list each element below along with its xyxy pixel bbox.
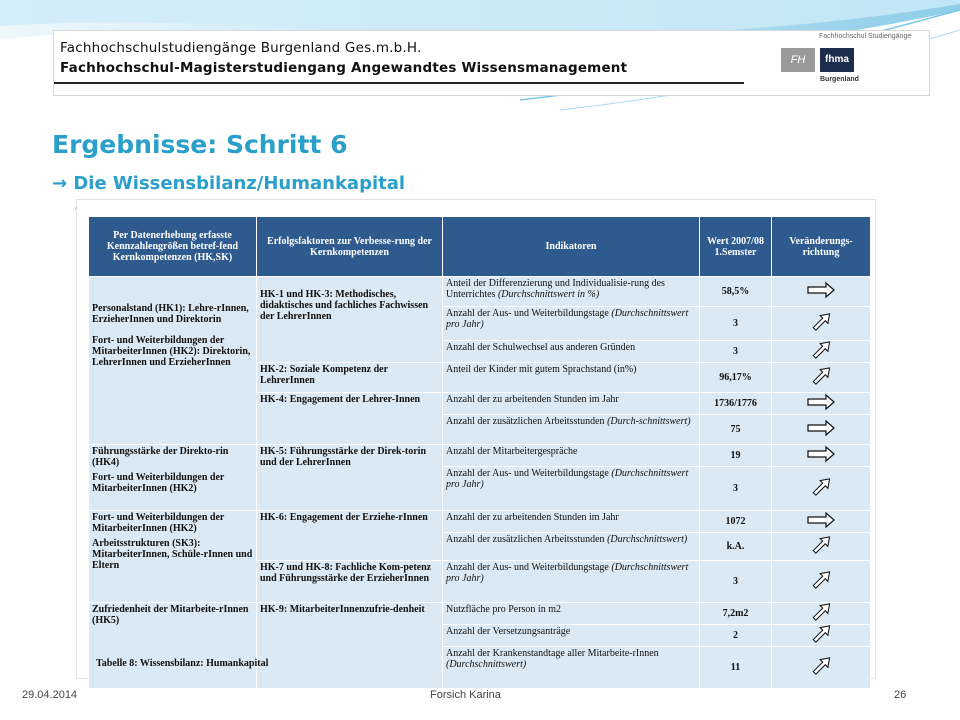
logo-region: Burgenland	[820, 76, 859, 83]
arrow-right-shape	[808, 447, 834, 461]
header-erfolgsfaktoren: Erfolgsfaktoren zur Verbesse-rung der Kernkompetenzen	[257, 217, 443, 277]
direction-cell	[772, 625, 871, 647]
arrow-up-right-shape	[813, 658, 829, 674]
value-cell: k.A.	[700, 533, 772, 561]
group-cell-2	[89, 445, 257, 511]
value-cell: 75	[700, 415, 772, 445]
slide-subtitle: → Die Wissensbilanz/Humankapital	[52, 173, 406, 194]
factor-cell: HK-1 und HK-3: Methodisches, didaktisches und fachliches Fachwissen der LehrerInnen	[257, 277, 443, 363]
factor-cell: HK-2: Soziale Kompetenz der LehrerInnen	[257, 363, 443, 393]
group-text: Führungsstärke der Direkto-rin (HK4)	[92, 446, 229, 468]
header-line-2: Fachhochschul-Magisterstudiengang Angewandtes Wissensmanagement	[60, 60, 628, 76]
table-row	[89, 603, 871, 625]
table-row	[89, 445, 871, 467]
value-cell: 3	[700, 341, 772, 363]
direction-cell	[772, 511, 871, 533]
header-indikatoren: Indikatoren	[443, 217, 700, 277]
header-wert: Wert 2007/08 1.Semster	[700, 217, 772, 277]
indicator-cell	[443, 393, 700, 415]
direction-cell	[772, 341, 871, 363]
indicator-cell	[443, 277, 700, 307]
indicator-note: (Durchschnittswert)	[446, 659, 527, 670]
indicator-text: Anzahl der Aus- und Weiterbildungstage	[446, 562, 609, 573]
direction-cell	[772, 647, 871, 689]
value-cell: 1072	[700, 511, 772, 533]
group-text: Fort- und Weiterbildungen der MitarbeiterInnen (HK2)	[92, 512, 225, 534]
header-divider	[54, 82, 744, 84]
factor-cell: HK-9: MitarbeiterInnenzufrie-denheit	[257, 603, 443, 689]
direction-cell	[772, 277, 871, 307]
arrow-right-icon	[806, 281, 836, 299]
table-caption: Tabelle 8: Wissensbilanz: Humankapital	[96, 658, 269, 669]
value-cell: 3	[700, 307, 772, 341]
logo-caption: Fachhochschul Studiengänge	[819, 33, 912, 40]
indicator-text: Anzahl der Aus- und Weiterbildungstage	[446, 308, 609, 319]
group-text: Personalstand (HK1): Lehre-rInnen, ErzieherInnen und Direktorin	[92, 303, 249, 325]
direction-cell	[772, 393, 871, 415]
arrow-up-right-shape	[813, 572, 829, 588]
arrow-up-right-shape	[813, 537, 829, 553]
factor-cell: HK-7 und HK-8: Fachliche Kom-petenz und Führungsstärke der ErzieherInnen	[257, 561, 443, 603]
indicator-text: Anzahl der zu arbeitenden Stunden im Jahr	[446, 512, 619, 523]
header-kennzahlen: Per Datenerhebung erfasste Kennzahlengrößen betref-fend Kernkompetenzen (HK,SK)	[89, 217, 257, 277]
arrow-right-icon	[806, 419, 836, 437]
group-text: Fort- und Weiterbildungen der MitarbeiterInnen (HK2): Direktorin, LehrerInnen und ErzieherInnen	[92, 335, 251, 368]
factor-cell: HK-4: Engagement der Lehrer-Innen	[257, 393, 443, 445]
indicator-cell	[443, 363, 700, 393]
indicator-cell	[443, 625, 700, 647]
arrow-up-right-icon	[806, 367, 836, 385]
value-cell: 58,5%	[700, 277, 772, 307]
table-row	[89, 511, 871, 533]
value-cell: 3	[700, 467, 772, 511]
indicator-text: Anteil der Differenzierung und Individualisie-rung des Unterrichtes	[446, 278, 665, 300]
indicator-text: Anzahl der zusätzlichen Arbeitsstunden	[446, 416, 605, 427]
arrow-right-icon	[806, 511, 836, 529]
wissensbilanz-table	[88, 216, 871, 689]
logo-fhma: fhma	[820, 48, 854, 72]
arrow-up-right-icon	[806, 313, 836, 331]
indicator-note: (Durchschnittswert in %)	[497, 289, 600, 300]
direction-cell	[772, 467, 871, 511]
value-cell: 2	[700, 625, 772, 647]
footer-date: 29.04.2014	[22, 689, 78, 701]
header-line-1: Fachhochschulstudiengänge Burgenland Ges.m.b.H.	[60, 40, 422, 56]
table-image	[76, 199, 876, 679]
indicator-text: Anzahl der Aus- und Weiterbildungstage	[446, 468, 609, 479]
arrow-up-right-icon	[806, 341, 836, 359]
indicator-cell	[443, 561, 700, 603]
indicator-note: (Durchschnittswert)	[607, 534, 688, 545]
arrow-right-icon	[806, 393, 836, 411]
indicator-cell	[443, 445, 700, 467]
value-cell: 96,17%	[700, 363, 772, 393]
indicator-cell	[443, 533, 700, 561]
indicator-text: Anzahl der Krankenstandtage aller Mitarbeite-rInnen	[446, 648, 659, 659]
indicator-text: Anzahl der zusätzlichen Arbeitsstunden	[446, 534, 605, 545]
arrow-up-right-shape	[813, 314, 829, 330]
group-text: Fort- und Weiterbildungen der MitarbeiterInnen (HK2)	[92, 472, 225, 494]
factor-cell: HK-6: Engagement der Erziehe-rInnen	[257, 511, 443, 561]
indicator-text: Anzahl der Mitarbeitergespräche	[446, 446, 578, 457]
direction-cell	[772, 445, 871, 467]
arrow-up-right-icon	[806, 571, 836, 589]
logo-fh: FH	[781, 48, 815, 72]
indicator-text: Anteil der Kinder mit gutem Sprachstand (in%)	[446, 364, 637, 375]
arrow-right-shape	[808, 395, 834, 409]
factor-cell: HK-5: Führungsstärke der Direk-torin und der LehrerInnen	[257, 445, 443, 511]
arrow-up-right-shape	[813, 342, 829, 358]
value-cell: 7,2m2	[700, 603, 772, 625]
group-cell-3	[89, 511, 257, 603]
direction-cell	[772, 363, 871, 393]
value-cell: 19	[700, 445, 772, 467]
arrow-up-right-shape	[813, 604, 829, 620]
indicator-cell	[443, 603, 700, 625]
header-banner	[53, 30, 930, 96]
indicator-cell	[443, 415, 700, 445]
arrow-right-shape	[808, 421, 834, 435]
arrow-right-icon	[806, 445, 836, 463]
direction-cell	[772, 307, 871, 341]
arrow-right-shape	[808, 283, 834, 297]
indicator-cell	[443, 647, 700, 689]
arrow-up-right-icon	[806, 603, 836, 621]
arrow-up-right-shape	[813, 368, 829, 384]
direction-cell	[772, 415, 871, 445]
arrow-up-right-icon	[806, 625, 836, 643]
arrow-up-right-shape	[813, 479, 829, 495]
indicator-text: Anzahl der zu arbeitenden Stunden im Jahr	[446, 394, 619, 405]
indicator-note: (Durchschnittswert pro Jahr)	[446, 308, 689, 330]
direction-cell	[772, 561, 871, 603]
direction-cell	[772, 533, 871, 561]
group-text: Arbeitsstrukturen (SK3): MitarbeiterInnen, Schüle-rInnen und Eltern	[92, 538, 253, 571]
arrow-right-shape	[808, 513, 834, 527]
arrow-up-right-shape	[813, 626, 829, 642]
footer-page-number: 26	[894, 689, 907, 701]
indicator-note: (Durch-schnittswert)	[607, 416, 691, 427]
indicator-text: Nutzfläche pro Person in m2	[446, 604, 561, 615]
group-cell-4: Zufriedenheit der Mitarbeite-rInnen (HK5)	[89, 603, 257, 689]
arrow-up-right-icon	[806, 478, 836, 496]
group-cell-1	[89, 277, 257, 445]
indicator-cell	[443, 307, 700, 341]
table-header-row	[89, 217, 871, 277]
arrow-up-right-icon	[806, 536, 836, 554]
indicator-cell	[443, 511, 700, 533]
header-richtung: Veränderungs-richtung	[772, 217, 871, 277]
indicator-note: (Durchschnittswert pro Jahr)	[446, 562, 689, 584]
value-cell: 11	[700, 647, 772, 689]
indicator-cell	[443, 467, 700, 511]
indicator-text: Anzahl der Schulwechsel aus anderen Gründen	[446, 342, 636, 353]
indicator-text: Anzahl der Versetzungsanträge	[446, 626, 571, 637]
arrow-up-right-icon	[806, 657, 836, 675]
value-cell: 3	[700, 561, 772, 603]
value-cell: 1736/1776	[700, 393, 772, 415]
slide-title: Ergebnisse: Schritt 6	[52, 130, 348, 159]
table-row	[89, 277, 871, 307]
indicator-note: (Durchschnittswert pro Jahr)	[446, 468, 689, 490]
direction-cell	[772, 603, 871, 625]
indicator-cell	[443, 341, 700, 363]
footer-author: Forsich Karina	[430, 689, 501, 701]
